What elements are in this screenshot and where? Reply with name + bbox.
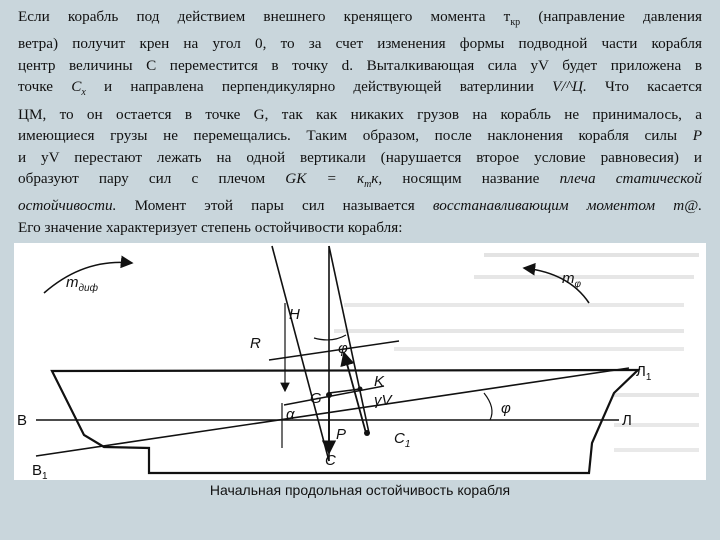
phi-arc-right [484,393,492,420]
inclined-line-r [269,341,399,360]
label-l1: $Л_1$ [636,363,652,383]
label-b: B [17,412,28,429]
label-g: G [310,390,322,407]
text-line-10: Его значение характеризует степень остойчивости корабля: [18,218,403,236]
figure-caption: Начальная продольная остойчивость корабля [209,482,511,498]
label-alpha: α [286,406,295,423]
faint-background-text [334,253,699,452]
point-c1 [364,430,370,436]
point-k [358,387,363,392]
label-b1: $B_1$ [32,462,48,480]
label-r: R [250,335,261,352]
text-line-6: имеющиеся грузы не перемещались. Таким образом, после наклонения корабля силы Р [18,127,702,145]
label-phi-top: φ [338,340,348,357]
diagram-svg [14,243,706,480]
text-line-9: остойчивости. Момент этой пары сил называется восстанавливающим моментом т@. [18,197,702,215]
text-line-3: центр величины С переместится в точку d. Выталкивающая сила уV будет приложена в [18,56,702,74]
text-line-7: и уV перестают лежать на одной вертикали (нарушается второе условие равновесия) и [18,148,702,166]
label-phi-right: φ [501,400,511,417]
label-c1: $C_1$ [394,430,411,450]
label-c: C [325,452,336,469]
text-line-1: Если корабль под действием внешнего кренящего момента $т_{кр}$ (направление давления [18,8,702,29]
text-line-5: ЦМ, то он остается в точке G, так как никаких грузов на корабль не принималось, а [18,105,702,123]
text-line-2: ветра) получит крен на угол 0, то за счет изменения формы подводной части корабля [18,35,702,53]
label-m-dif: $m_{диф}$ [66,274,98,294]
label-l: Л [622,412,632,429]
text-line-8: образуют пару сил с плечом GK = $к_тк$, носящим название плеча статической [18,169,702,190]
text-line-4: точке $C_x$ и направлена перпендикулярно действующей ватерлинии V/^Ц. Что касается [18,78,702,99]
vertical-axis [272,246,329,461]
inclined-line-k [284,386,384,405]
label-m-phi: $m_\varphi$ [562,270,582,290]
label-p: P [336,426,347,443]
waterline-b1-l1 [36,368,629,456]
label-k: K [374,373,385,390]
hull-outline [52,370,638,473]
stability-diagram [14,243,706,480]
label-gamma-v: γV [374,392,392,409]
body-text [18,6,702,238]
label-h: H [289,306,300,323]
point-g [326,392,332,398]
